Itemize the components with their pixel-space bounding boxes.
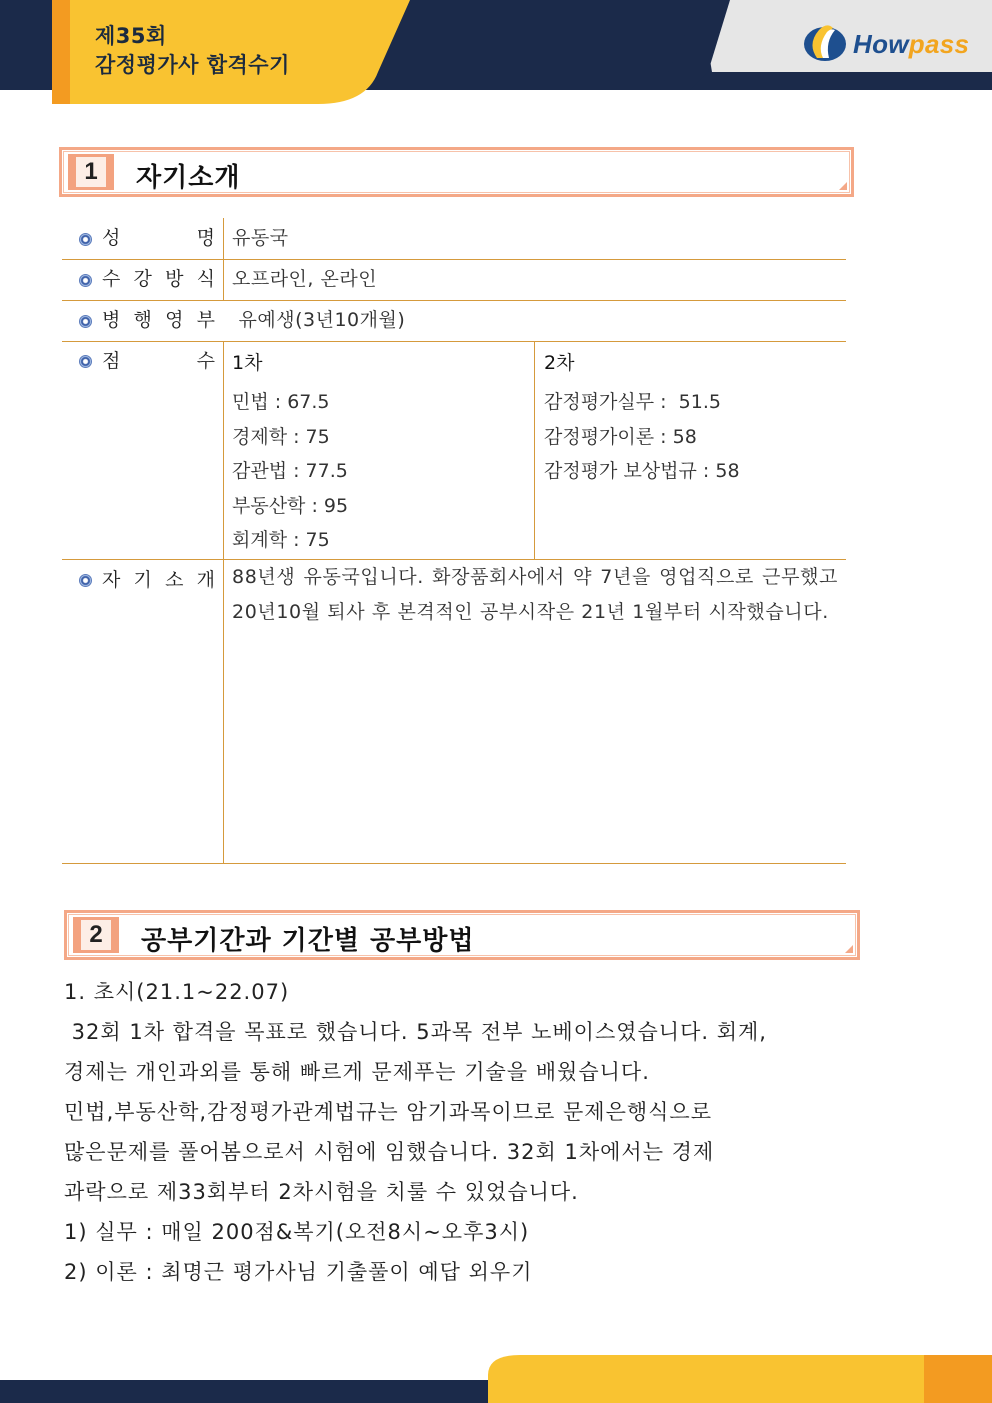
- round1-scores: [223, 342, 535, 559]
- body-line: 경제는 개인과외를 통해 빠르게 문제푸는 기술을 배웠습니다.: [64, 1060, 650, 1084]
- score-item: 감정평가 보상법규 : 58: [544, 460, 740, 482]
- section-1-heading: [59, 147, 854, 197]
- logo-wordmark: [853, 28, 969, 60]
- table-row-intro: [62, 560, 846, 864]
- score-item: 민법 : 67.5: [232, 391, 330, 413]
- footer-banner-graphic: [0, 1355, 992, 1403]
- value-name: 유동국: [232, 227, 289, 249]
- logo-mark-icon: [803, 24, 847, 64]
- label-name: 성 명: [102, 227, 215, 249]
- intro-text: 88년생 유동국입니다. 화장품회사에서 약 7년을 영업직으로 근무했고 20년10월 퇴사 후 본격적인 공부시작은 21년 1월부터 시작했습니다.: [232, 566, 838, 623]
- score-item: 부동산학 : 95: [232, 494, 349, 517]
- page-footer: [0, 1355, 992, 1403]
- round2-scores: [535, 342, 846, 559]
- label-intro: 자 기 소 개: [102, 569, 215, 591]
- row-label: [62, 260, 224, 300]
- profile-table: [62, 218, 846, 864]
- section-title: 자기소개: [136, 163, 241, 193]
- row-label: [62, 560, 224, 863]
- title-line-round: 제35회: [95, 24, 167, 48]
- table-row-method: [62, 260, 846, 301]
- bullet-icon: [79, 574, 92, 587]
- document-title: [95, 22, 290, 80]
- section-number: 2: [81, 920, 111, 950]
- body-line: 2) 이론 : 최명근 평가사님 기출풀이 예답 외우기: [64, 1260, 533, 1284]
- logo-word-pass: pass: [908, 29, 970, 59]
- page-header: [0, 0, 992, 105]
- logo-word-how: How: [853, 29, 909, 59]
- section-2-heading: [64, 910, 860, 960]
- body-line: 많은문제를 풀어봄으로서 시험에 임했습니다. 32회 1차에서는 경제: [64, 1140, 715, 1164]
- body-line: 1) 실무 : 매일 200점&복기(오전8시~오후3시): [64, 1220, 530, 1244]
- row-label: [62, 342, 224, 559]
- row-label: [62, 218, 224, 259]
- score-item: 감정평가실무 : 51.5: [544, 391, 721, 413]
- section-number-badge: [73, 917, 119, 953]
- section-number: 1: [76, 157, 106, 187]
- body-line: 민법,부동산학,감정평가관계법규는 암기과목이므로 문제은행식으로: [64, 1100, 712, 1124]
- study-method-text: [64, 972, 924, 1292]
- bullet-icon: [79, 233, 92, 246]
- corner-marker-icon: [845, 945, 853, 953]
- score-item: 경제학 : 75: [232, 425, 330, 448]
- section-number-badge: [68, 154, 114, 190]
- score-item: 감관법 : 77.5: [232, 460, 348, 482]
- value-method: 오프라인, 온라인: [232, 268, 378, 290]
- bullet-icon: [79, 315, 92, 328]
- table-row-name: [62, 218, 846, 260]
- value-status: 유예생(3년10개월): [232, 309, 406, 331]
- table-row-scores: [62, 342, 846, 560]
- score-item: 회계학 : 75: [232, 529, 330, 551]
- bullet-icon: [79, 355, 92, 368]
- round2-heading: 2차: [544, 352, 575, 374]
- score-item: 감정평가이론 : 58: [544, 425, 697, 448]
- body-line: 과락으로 제33회부터 2차시험을 치룰 수 있었습니다.: [64, 1180, 579, 1204]
- label-status: 병 행 영 부: [102, 309, 215, 331]
- howpass-logo: [803, 24, 978, 64]
- bullet-icon: [79, 274, 92, 287]
- label-scores: 점 수: [102, 350, 215, 372]
- section-title: 공부기간과 기간별 공부방법: [141, 926, 475, 956]
- table-row-status: [62, 301, 846, 342]
- body-line: 32회 1차 합격을 목표로 했습니다. 5과목 전부 노베이스였습니다. 회계,: [64, 1020, 767, 1044]
- scores-grid: [223, 342, 846, 559]
- row-label: [62, 301, 223, 341]
- label-method: 수 강 방 식: [102, 268, 215, 290]
- body-line: 1. 초시(21.1~22.07): [64, 980, 290, 1004]
- title-line-subject: 감정평가사 합격수기: [95, 53, 290, 77]
- round1-heading: 1차: [232, 352, 263, 374]
- corner-marker-icon: [839, 182, 847, 190]
